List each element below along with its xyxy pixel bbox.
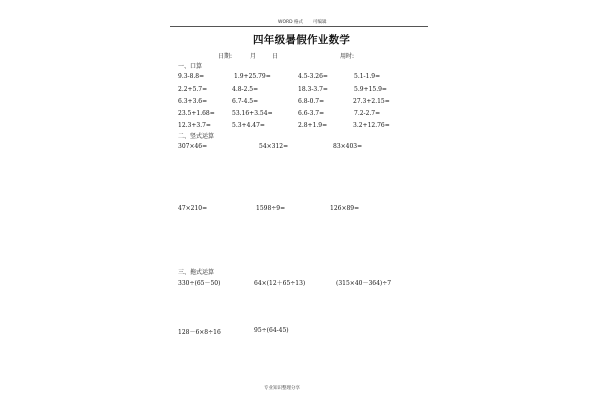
section-vertical-heading: 二、竖式运算 xyxy=(178,133,215,140)
vertical-problem: 126×89= xyxy=(330,205,360,212)
oral-problem: 6.6-3.7= xyxy=(298,110,325,117)
vertical-problem: 1598÷9= xyxy=(256,205,286,212)
vertical-problem: 47×210= xyxy=(178,205,208,212)
vertical-problem: 54×312= xyxy=(259,143,289,150)
oral-problem: 6.7-4.5= xyxy=(232,98,259,105)
header-word-format: WORD 格式 xyxy=(278,20,304,25)
footer-note: 专业知识整理分享 xyxy=(264,386,300,391)
step-problem: 64×(12＋65÷13) xyxy=(254,280,306,287)
section-oral-heading: 一、口算 xyxy=(178,63,203,70)
header-editable: 可编辑 xyxy=(313,20,327,25)
section-step-heading: 三、拖式运算 xyxy=(178,269,215,276)
oral-problem: 7.2-2.7= xyxy=(354,110,381,117)
oral-problem: 3.2+12.76= xyxy=(353,122,390,129)
step-problem: 330÷(65－50) xyxy=(178,280,221,287)
oral-problem: 2.2+5.7= xyxy=(178,86,208,93)
oral-problem: 6.3+3.6= xyxy=(178,98,208,105)
oral-problem: 18.3-3.7= xyxy=(298,86,328,93)
header-divider xyxy=(170,26,428,27)
oral-problem: 2.8+1.9= xyxy=(298,122,328,129)
oral-problem: 1.9+25.79= xyxy=(234,73,271,80)
day-label: 日 xyxy=(272,53,279,60)
page-title: 四年级暑假作业数学 xyxy=(253,34,351,46)
oral-problem: 5.3+4.47= xyxy=(232,122,265,129)
oral-problem: 4.8-2.5= xyxy=(232,86,259,93)
oral-problem: 12.3+3.7= xyxy=(178,122,211,129)
date-label: 日期: xyxy=(218,53,233,60)
step-problem: (315×40－364)÷7 xyxy=(336,280,392,287)
oral-problem: 53.16+3.54= xyxy=(232,110,273,117)
oral-problem: 27.3+2.15= xyxy=(353,98,390,105)
oral-problem: 6.8-0.7= xyxy=(298,98,325,105)
vertical-problem: 83×403= xyxy=(333,143,363,150)
time-label: 用时: xyxy=(340,53,355,60)
month-label: 月 xyxy=(250,53,257,60)
oral-problem: 4.5-3.26= xyxy=(298,73,328,80)
step-problem: 95÷(64-45) xyxy=(254,327,289,334)
oral-problem: 9.3-8.8= xyxy=(178,73,205,80)
oral-problem: 5.1-1.9= xyxy=(354,73,381,80)
oral-problem: 23.5+1.68= xyxy=(178,110,215,117)
vertical-problem: 307×46= xyxy=(178,143,208,150)
oral-problem: 5.9+15.9= xyxy=(354,86,387,93)
step-problem: 128－6×8÷16 xyxy=(178,329,221,336)
